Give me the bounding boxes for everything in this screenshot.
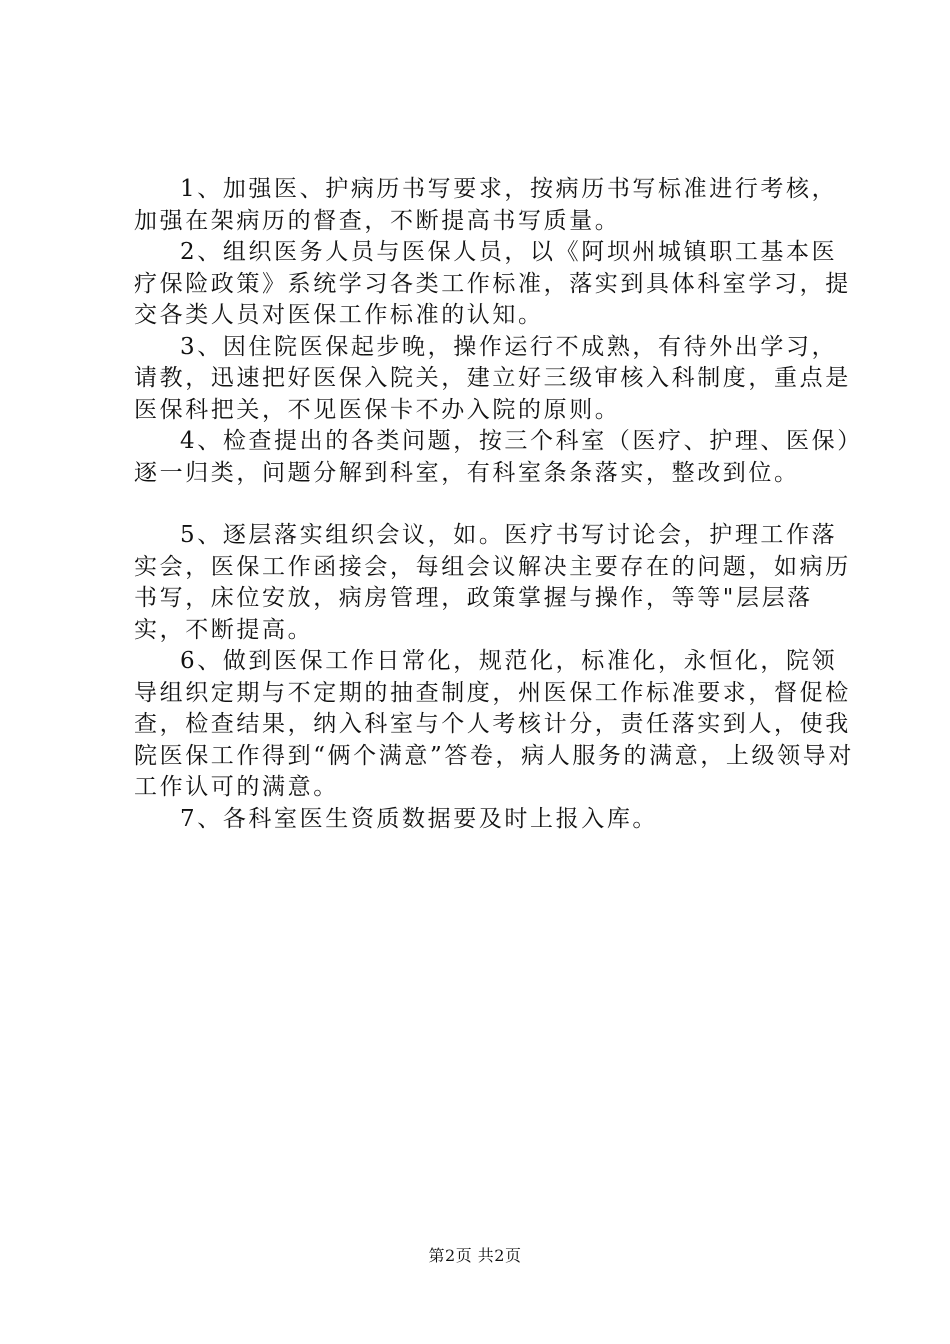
paragraph-7: 7、各科室医生资质数据要及时上报入库。	[180, 805, 659, 832]
paragraph-6: 6、做到医保工作日常化，规范化，标准化，永恒化，院领导组织定期与不定期的抽查制度，州医保工作标准要求，督促检查，检查结果，纳入科室与个人考核计分，责任落实到人，使我院医保工作得到“俩个满意”答卷，病人服务的满意，上级领导对工作认可的满意。	[134, 648, 854, 800]
document-body	[134, 174, 859, 835]
page-number-footer: 第2页 共2页	[428, 1246, 522, 1265]
paragraph-5: 5、逐层落实组织会议，如。医疗书写讨论会，护理工作落实会，医保工作函接会，每组会议解决主要存在的问题，如病历书写，床位安放，病房管理，政策掌握与操作，等等"层层落实，不断提高。	[134, 522, 851, 643]
paragraph-4: 4、检查提出的各类问题，按三个科室（医疗、护理、医保）逐一归类，问题分解到科室，有科室条条落实，整改到位。	[134, 428, 852, 486]
paragraph-2: 2、组织医务人员与医保人员，以《阿坝州城镇职工基本医疗保险政策》系统学习各类工作标准，落实到具体科室学习，提交各类人员对医保工作标准的认知。	[134, 239, 851, 328]
paragraph-1: 1、加强医、护病历书写要求，按病历书写标准进行考核，加强在架病历的督查，不断提高书写质量。	[134, 176, 838, 234]
paragraph-3: 3、因住院医保起步晚，操作运行不成熟，有待外出学习，请教，迅速把好医保入院关，建立好三级审核入科制度，重点是医保科把关，不见医保卡不办入院的原则。	[134, 333, 851, 423]
